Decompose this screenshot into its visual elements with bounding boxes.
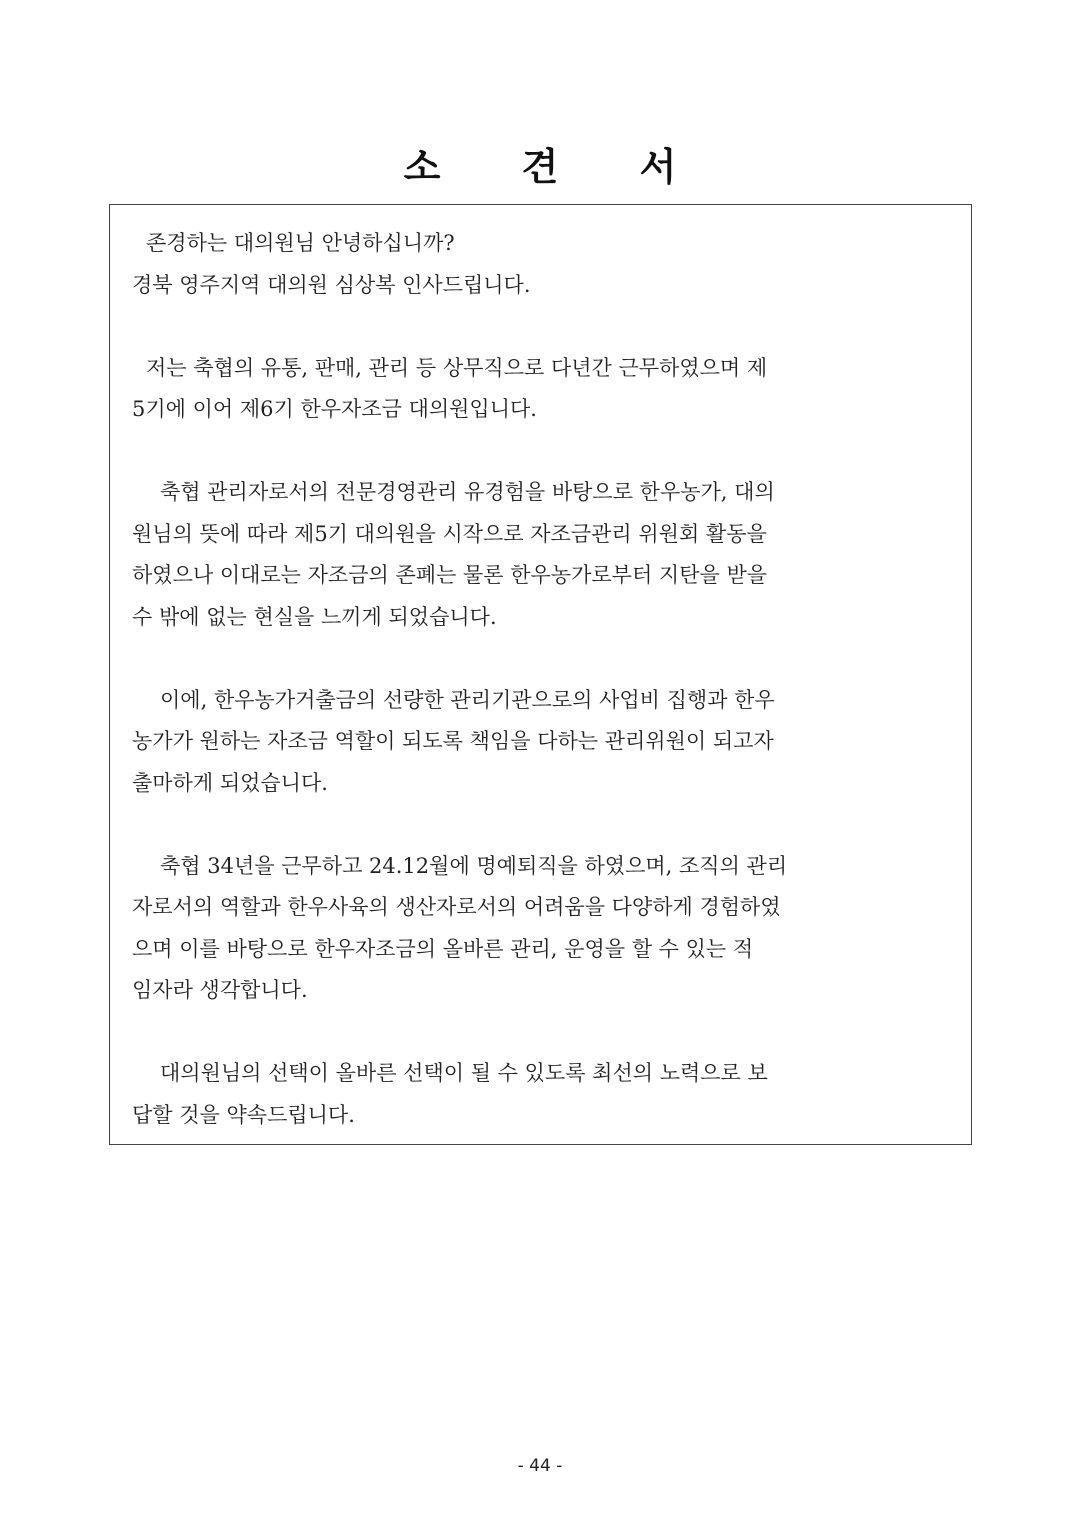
text-line: 수 밖에 없는 현실을 느끼게 되었습니다. <box>132 604 497 629</box>
paragraph-candidacy <box>132 680 949 805</box>
paragraph-promise <box>132 1053 949 1136</box>
statement-box <box>109 204 972 1145</box>
text-line: 원님의 뜻에 따라 제5기 대의원을 시작으로 자조금관리 위원회 활동을 <box>132 521 767 546</box>
text-line: 5기에 이어 제6기 한우자조금 대의원입니다. <box>132 397 537 421</box>
text-line: 축협 34년을 근무하고 24.12월에 명예퇴직을 하였으며, 조직의 관리 <box>160 853 788 878</box>
text-line: 하였으나 이대로는 자조금의 존폐는 물론 한우농가로부터 지탄을 받을 <box>132 563 768 587</box>
text-line: 저는 축협의 유통, 판매, 관리 등 상무직으로 다년간 근무하였으며 제 <box>146 355 768 380</box>
text-line: 으며 이를 바탕으로 한우자조금의 올바른 관리, 운영을 할 수 있는 적 <box>132 936 754 961</box>
text-line: 존경하는 대의원님 안녕하십니까? <box>146 231 455 255</box>
text-line: 출마하게 되었습니다. <box>132 770 328 795</box>
text-line: 이에, 한우농가거출금의 선량한 관리기관으로의 사업비 집행과 한우 <box>160 687 775 712</box>
paragraph-qualification <box>132 846 949 1012</box>
text-line: 축협 관리자로서의 전문경영관리 유경험을 바탕으로 한우농가, 대의 <box>160 480 775 504</box>
paragraph-experience <box>132 472 949 638</box>
statement-body <box>132 223 949 1136</box>
paragraph-greeting <box>132 223 949 306</box>
text-line: 임자라 생각합니다. <box>132 978 308 1002</box>
text-line: 자로서의 역할과 한우사육의 생산자로서의 어려움을 다양하게 경험하였 <box>132 895 781 919</box>
paragraph-career <box>132 348 949 431</box>
text-line: 대의원님의 선택이 올바른 선택이 될 수 있도록 최선의 노력으로 보 <box>160 1061 768 1085</box>
page-title: 소 견 서 <box>403 145 711 189</box>
text-line: 농가가 원하는 자조금 역할이 되도록 책임을 다하는 관리위원이 되고자 <box>132 729 774 753</box>
text-line: 답할 것을 약속드립니다. <box>132 1102 355 1127</box>
page-number: - 44 - <box>517 1456 563 1476</box>
text-line: 경북 영주지역 대의원 심상복 인사드립니다. <box>132 272 531 297</box>
